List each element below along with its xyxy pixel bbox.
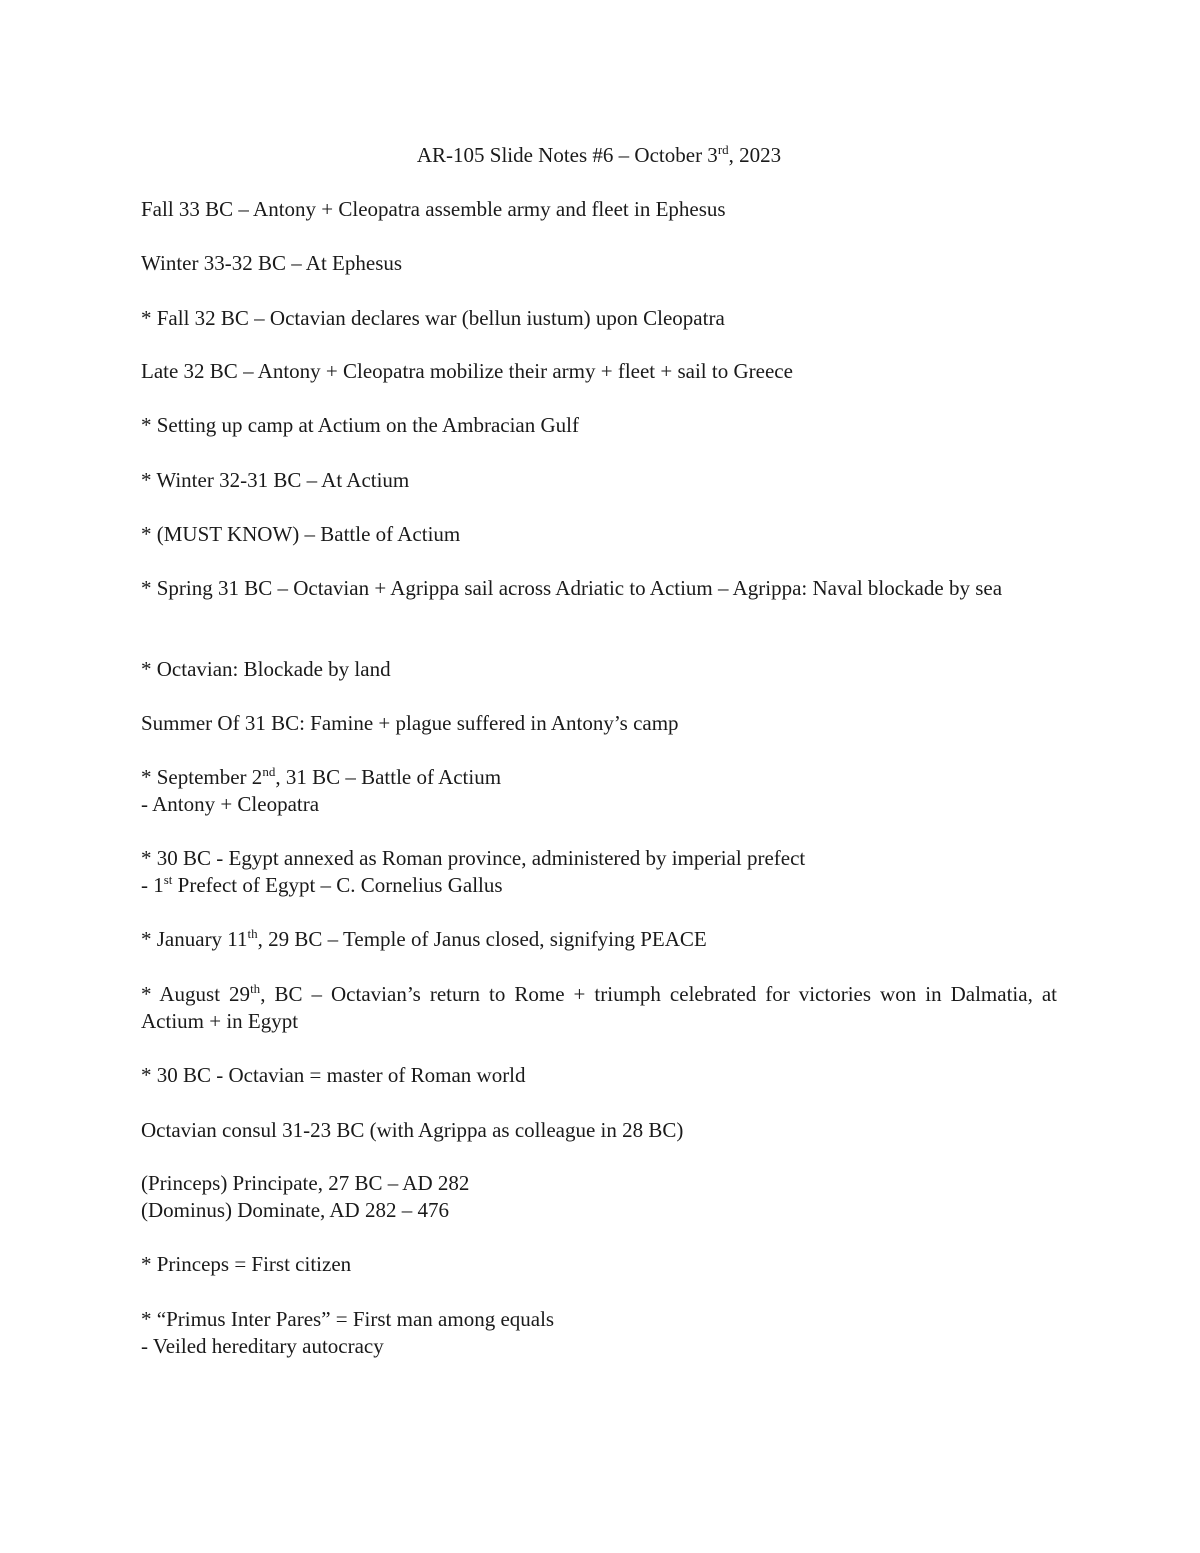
note-line: * “Primus Inter Pares” = First man among equals — [141, 1307, 555, 1331]
note-paragraph — [141, 981, 1057, 1035]
note-paragraph — [141, 845, 1057, 899]
note-paragraph — [141, 305, 1057, 332]
note-line: (Princeps) Principate, 27 BC – AD 282 — [141, 1171, 470, 1195]
note-paragraph — [141, 656, 1057, 683]
note-text: , 29 BC – Temple of Janus closed, signifying PEACE — [257, 927, 707, 951]
note-line: * Winter 32-31 BC – At Actium — [141, 468, 410, 492]
note-line: Octavian consul 31-23 BC (with Agrippa as colleague in 28 BC) — [141, 1118, 684, 1142]
note-paragraph — [141, 250, 1057, 277]
superscript: nd — [262, 764, 276, 779]
note-text: * January 11 — [141, 927, 248, 951]
note-paragraph — [141, 1306, 1057, 1360]
note-text: Prefect of Egypt – C. Cornelius Gallus — [172, 873, 503, 897]
note-paragraph — [141, 521, 1057, 548]
note-text: * September 2 — [141, 765, 263, 789]
document-title — [141, 142, 1057, 169]
note-line — [141, 764, 1057, 791]
note-paragraph — [141, 358, 1057, 385]
note-line — [141, 926, 1057, 953]
note-paragraph — [141, 1170, 1057, 1224]
note-paragraph: * Spring 31 BC – Octavian + Agrippa sail across Adriatic to Actium – Agrippa: Naval blockade by sea — [141, 576, 1003, 600]
note-line: (Dominus) Dominate, AD 282 – 476 — [141, 1198, 449, 1222]
title-superscript: rd — [717, 142, 729, 157]
note-line: Fall 33 BC – Antony + Cleopatra assemble army and fleet in Ephesus — [141, 197, 726, 221]
note-text: , BC – Octavian’s return to Rome + triumph celebrated for victories won in Dalmatia, at Actium + in Egypt — [141, 982, 1057, 1033]
note-paragraph — [141, 764, 1057, 818]
note-text: * August 29 — [141, 982, 251, 1006]
note-paragraph — [141, 1117, 1057, 1144]
note-line: Winter 33-32 BC – At Ephesus — [141, 251, 403, 275]
note-line: * Setting up camp at Actium on the Ambracian Gulf — [141, 413, 579, 437]
superscript: th — [247, 926, 258, 941]
note-line: * (MUST KNOW) – Battle of Actium — [141, 522, 461, 546]
title-text: AR-105 Slide Notes #6 – October 3 — [416, 143, 718, 167]
note-paragraph — [141, 412, 1057, 439]
note-line: - Antony + Cleopatra — [141, 792, 320, 816]
note-line — [141, 872, 1057, 899]
superscript: th — [250, 981, 261, 996]
superscript: st — [163, 872, 173, 887]
note-line: * Princeps = First citizen — [141, 1252, 352, 1276]
note-line: * 30 BC - Octavian = master of Roman world — [141, 1063, 526, 1087]
note-paragraph — [141, 926, 1057, 953]
note-line: - Veiled hereditary autocracy — [141, 1334, 384, 1358]
note-line: * Octavian: Blockade by land — [141, 657, 391, 681]
note-paragraph — [141, 196, 1057, 223]
note-line: * 30 BC - Egypt annexed as Roman province, administered by imperial prefect — [141, 846, 806, 870]
note-text: , 31 BC – Battle of Actium — [275, 765, 502, 789]
note-line: * Fall 32 BC – Octavian declares war (bellun iustum) upon Cleopatra — [141, 306, 725, 330]
note-line: Late 32 BC – Antony + Cleopatra mobilize their army + fleet + sail to Greece — [141, 359, 793, 383]
note-text: - 1 — [141, 873, 164, 897]
note-paragraph — [141, 1062, 1057, 1089]
note-paragraph — [141, 467, 1057, 494]
note-paragraph — [141, 710, 1057, 737]
title-year: , 2023 — [728, 143, 782, 167]
note-paragraph — [141, 1251, 1057, 1278]
note-line: Summer Of 31 BC: Famine + plague suffered in Antony’s camp — [141, 711, 679, 735]
